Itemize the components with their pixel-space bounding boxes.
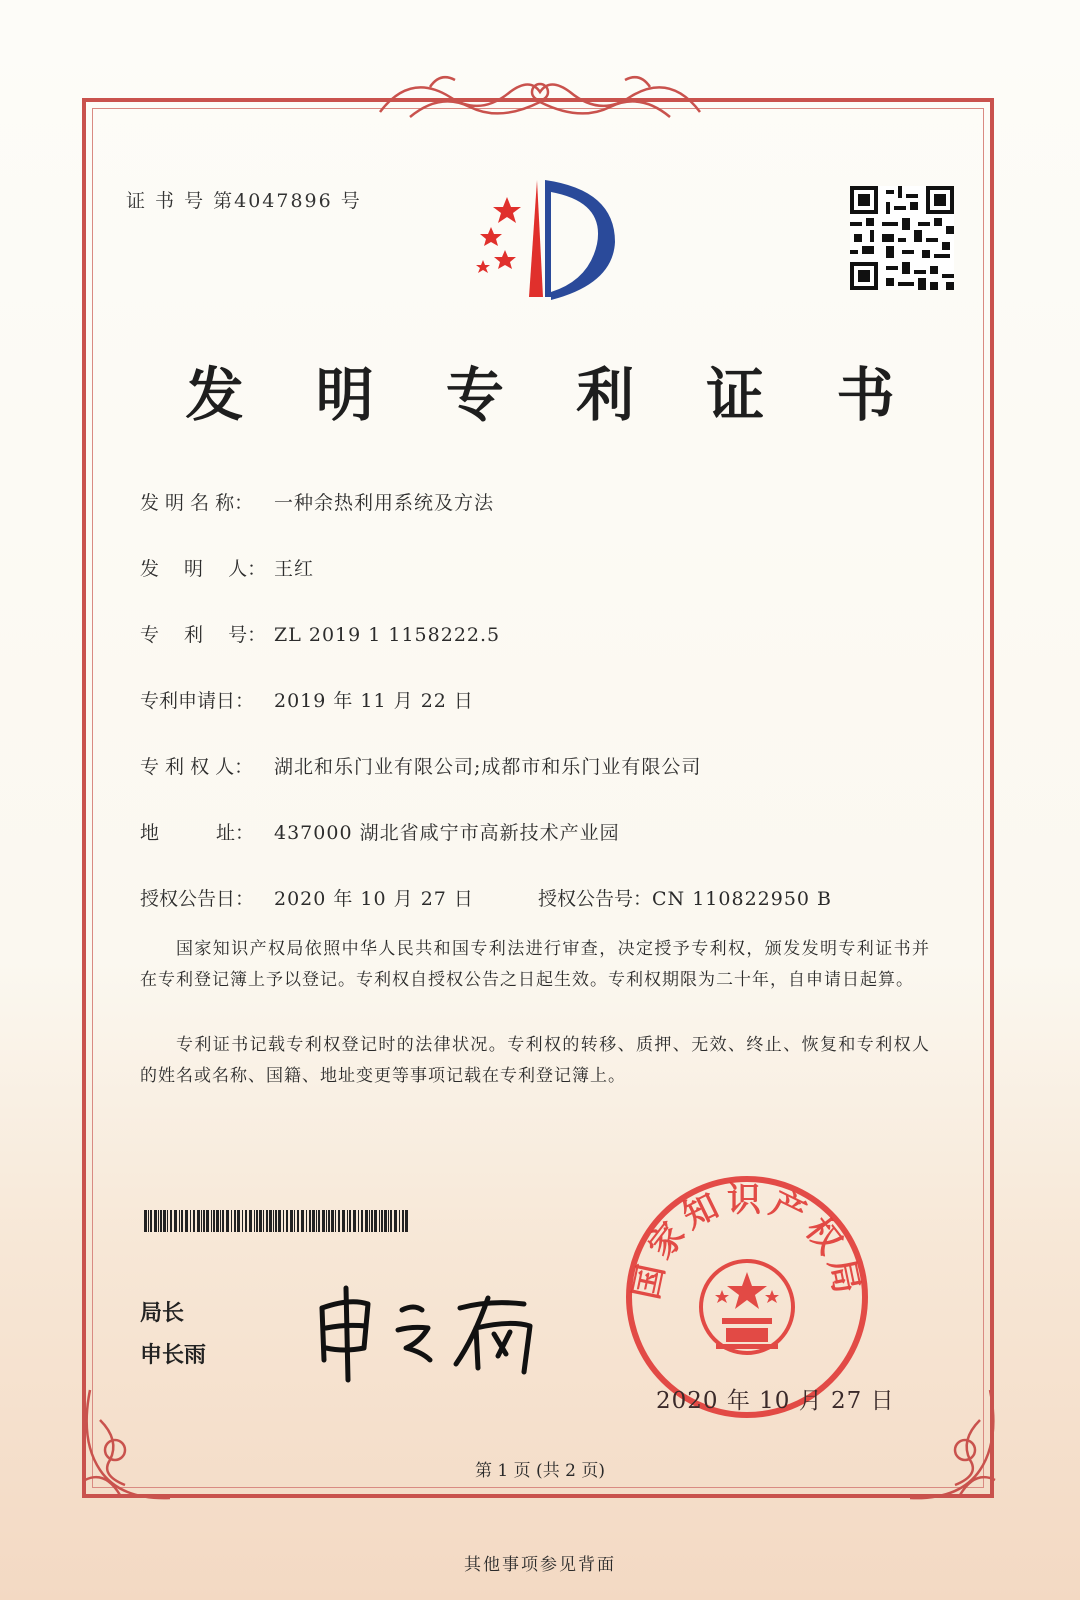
director-signature-icon [310,1268,550,1388]
qr-code-icon [850,186,954,290]
field-label: 发 明 名 称： [140,492,254,514]
barcode-icon [144,1210,408,1232]
back-note: 其他事项参见背面 [464,1555,616,1575]
field-label: 专 利 权 人： [140,756,254,778]
field-label: 地 址： [140,822,255,844]
document-title: 发 明 专 利 证 书 [185,361,921,429]
field-value: ZL 2019 1 1158222.5 [274,624,501,646]
bottom-left-ornament-icon [70,1380,190,1510]
director-name: 申长雨 [140,1343,207,1368]
field-label: 发 明 人： [140,558,267,580]
field-value: 2020 年 10 月 27 日 [274,888,474,910]
field-label: 专利申请日： [140,690,255,712]
director-title: 局长 [140,1301,185,1326]
field-value: 王红 [274,558,315,580]
field-value: 湖北和乐门业有限公司;成都市和乐门业有限公司 [274,756,702,778]
paragraph-grant-statement: 国家知识产权局依照中华人民共和国专利法进行审查，决定授予专利权，颁发发明专利证书并在专利登记簿上予以登记。专利权自授权公告之日起生效。专利权期限为二十年，自申请日起算。 [140,939,930,990]
paragraph-legal-status: 专利证书记载专利权登记时的法律状况。专利权的转移、质押、无效、终止、恢复和专利权人的姓名或名称、国籍、地址变更等事项记载在专利登记簿上。 [140,1035,930,1086]
cnipa-emblem-icon [455,172,625,302]
field-grant-no [538,884,832,911]
certificate-number: 证 书 号 第4047896 号 [126,190,362,212]
field-application-date [140,686,474,713]
field-inventor [140,554,314,581]
bottom-right-ornament-icon [890,1380,1010,1510]
field-grant-date [140,884,474,911]
field-value: 437000 湖北省咸宁市高新技术产业园 [274,822,620,844]
field-patent-no [140,620,500,647]
field-value: CN 110822950 B [652,888,833,910]
seal-text: 国家知识产权局 [626,1180,868,1303]
field-label: 授权公告日： [140,888,255,910]
page-number: 第 1 页 (共 2 页) [475,1461,605,1481]
seal-date: 2020 年 10 月 27 日 [656,1388,895,1414]
field-value: 一种余热利用系统及方法 [274,492,495,514]
field-value: 2019 年 11 月 22 日 [274,690,474,712]
field-invention-name [140,488,494,515]
field-address [140,818,620,845]
field-label: 专 利 号： [140,624,267,646]
field-label: 授权公告号： [538,888,653,910]
field-patentee [140,752,701,779]
top-ornament-icon [370,62,710,132]
